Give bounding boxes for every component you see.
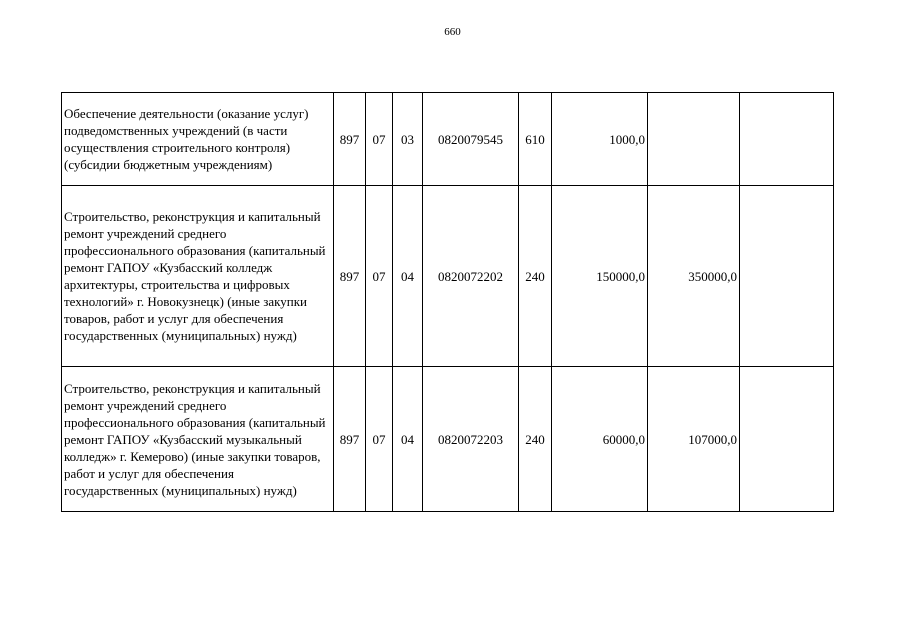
ministry-code: 897 [334,186,366,367]
section-code: 07 [366,93,393,186]
subsection-code: 04 [393,367,423,512]
amount-year-3 [740,186,834,367]
ministry-code: 897 [334,93,366,186]
ministry-code: 897 [334,367,366,512]
row-description: Строительство, реконструкция и капитальный ремонт учреждений среднего профессионального образования (капитальный ремонт ГАПОУ «Кузбасский музыкальный колледж» г. Кемерово) (иные закупки товаров, работ и услуг для обеспечения государственных (муниципальных) нужд) [62,367,334,512]
target-article-code: 0820072202 [423,186,519,367]
section-code: 07 [366,367,393,512]
target-article-code: 0820079545 [423,93,519,186]
amount-year-2: 350000,0 [648,186,740,367]
row-description: Строительство, реконструкция и капитальный ремонт учреждений среднего профессионального образования (капитальный ремонт ГАПОУ «Кузбасский колледж архитектуры, строительства и цифровых технологий» г. Новокузнецк) (иные закупки товаров, работ и услуг для обеспечения государственных (муниципальных) нужд) [62,186,334,367]
table-row [62,367,834,512]
amount-year-3 [740,367,834,512]
expense-type-code: 610 [519,93,552,186]
section-code: 07 [366,186,393,367]
table-row [62,186,834,367]
page-number: 660 [444,26,461,38]
amount-year-2: 107000,0 [648,367,740,512]
budget-table [61,92,834,512]
amount-year-2 [648,93,740,186]
amount-year-1: 1000,0 [552,93,648,186]
table-row [62,93,834,186]
subsection-code: 04 [393,186,423,367]
expense-type-code: 240 [519,367,552,512]
expense-type-code: 240 [519,186,552,367]
target-article-code: 0820072203 [423,367,519,512]
amount-year-1: 60000,0 [552,367,648,512]
amount-year-3 [740,93,834,186]
row-description: Обеспечение деятельности (оказание услуг) подведомственных учреждений (в части осуществления строительного контроля) (субсидии бюджетным учреждениям) [62,93,334,186]
subsection-code: 03 [393,93,423,186]
amount-year-1: 150000,0 [552,186,648,367]
